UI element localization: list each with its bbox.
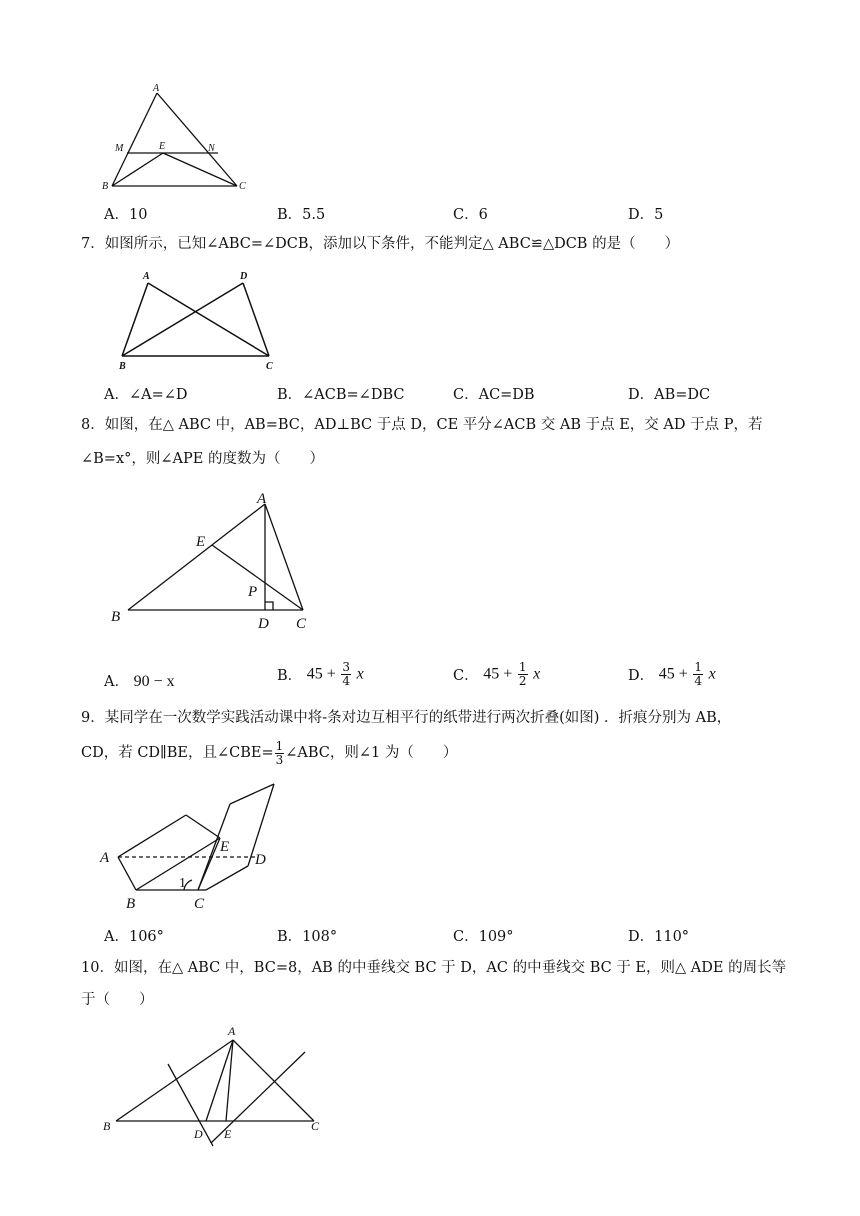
q6-label-n: N: [208, 143, 215, 154]
q9-question-line2-post: ∠ABC，则∠1 为（ ）: [285, 745, 458, 761]
q8-question-line2: ∠B=x°，则∠APE 的度数为（ ）: [81, 451, 324, 467]
q6-option-a[interactable]: A．10: [104, 207, 148, 223]
q8-label-c: C: [296, 616, 307, 632]
q9-option-b[interactable]: B．108°: [277, 929, 338, 945]
q6-label-b: B: [102, 181, 109, 192]
q9-label-1: 1: [179, 876, 186, 891]
q10-question-line1: 10．如图，在△ ABC 中，BC=8，AB 的中垂线交 BC 于 D，AC 的中垂线交 BC 于 E，则△ ADE 的周长等: [81, 960, 787, 976]
q9-option-c[interactable]: C．109°: [453, 929, 514, 945]
q7-figure: [110, 268, 285, 376]
q6-option-b[interactable]: B．5.5: [277, 207, 326, 223]
q7-label-b: B: [119, 361, 126, 372]
q9-figure: [96, 778, 286, 918]
q8-option-c-prefix: 45 +: [483, 665, 513, 683]
q10-label-d: D: [194, 1127, 203, 1141]
q6-figure: [100, 80, 260, 195]
q10-label-b: B: [103, 1119, 111, 1133]
q8-option-d[interactable]: [628, 661, 716, 688]
q6-option-c[interactable]: C．6: [453, 207, 488, 223]
q8-option-a-label: A．: [104, 674, 129, 690]
q6-label-a: A: [153, 83, 160, 94]
q9-label-a: A: [100, 850, 110, 866]
q10-label-e: E: [224, 1127, 232, 1141]
q8-figure: [108, 486, 328, 636]
q8-option-b-label: B．: [277, 668, 303, 684]
q8-option-b[interactable]: [277, 661, 364, 688]
q9-question-line2: [81, 738, 821, 768]
q8-option-d-prefix: 45 +: [658, 665, 688, 683]
q6-label-e: E: [159, 141, 166, 152]
q8-option-b-prefix: 45 +: [306, 665, 336, 683]
q9-question-line2-pre: CD，若 CD∥BE，且∠CBE=: [81, 745, 274, 761]
q8-label-d: D: [258, 616, 269, 632]
q8-option-b-fraction: $\frac{3}{4}$: [342, 660, 351, 688]
q8-option-c[interactable]: [453, 661, 540, 688]
q7-label-c: C: [266, 361, 273, 372]
q7-option-b[interactable]: B．∠ACB=∠DBC: [277, 387, 405, 403]
q8-label-e: E: [196, 534, 206, 550]
q8-option-c-fraction: $\frac{1}{2}$: [518, 660, 527, 688]
q9-option-a[interactable]: A．106°: [104, 929, 164, 945]
q8-option-b-var: x: [356, 665, 364, 683]
q8-option-c-var: x: [533, 665, 541, 683]
q10-figure: [96, 1018, 336, 1148]
q9-question-line1: 9．某同学在一次数学实践活动课中将-条对边互相平行的纸带进行两次折叠(如图) ．折痕分别为 AB，: [81, 710, 732, 726]
q6-label-m: M: [115, 143, 124, 154]
q8-option-d-label: D．: [628, 668, 655, 684]
q7-option-a[interactable]: A．∠A=∠D: [104, 387, 188, 403]
q7-label-a: A: [143, 271, 150, 282]
q9-label-b: B: [126, 896, 136, 912]
q8-question-line1: 8．如图，在△ ABC 中，AB=BC，AD⊥BC 于点 D，CE 平分∠ACB 交 AB 于点 E，交 AD 于点 P，若: [81, 417, 763, 433]
q10-label-a: A: [228, 1024, 236, 1038]
q9-question-fraction: $\frac{1}{3}$: [275, 738, 284, 767]
q8-label-a: A: [257, 491, 267, 507]
q8-option-d-var: x: [708, 665, 716, 683]
q7-option-d[interactable]: D．AB=DC: [628, 387, 711, 403]
q8-option-c-label: C．: [453, 668, 479, 684]
q7-option-c[interactable]: C．AC=DB: [453, 387, 535, 403]
q10-label-c: C: [311, 1119, 320, 1133]
q9-label-c: C: [194, 896, 205, 912]
q7-question: 7．如图所示，已知∠ABC=∠DCB，添加以下条件，不能判定△ ABC≌△DCB 的是（ ）: [81, 236, 680, 252]
q10-question-line2: 于（ ）: [81, 992, 154, 1008]
q8-label-p: P: [248, 584, 258, 600]
q7-label-d: D: [240, 271, 248, 282]
q6-option-d[interactable]: D．5: [628, 207, 664, 223]
q8-option-d-fraction: $\frac{1}{4}$: [694, 660, 703, 688]
q9-option-d[interactable]: D．110°: [628, 929, 690, 945]
q9-label-d: D: [255, 852, 266, 868]
q8-label-b: B: [111, 609, 121, 625]
q6-label-c: C: [239, 181, 246, 192]
q9-label-e: E: [220, 839, 230, 855]
q8-option-a[interactable]: [104, 670, 175, 691]
q8-option-a-expr: 90 − x: [133, 673, 175, 690]
